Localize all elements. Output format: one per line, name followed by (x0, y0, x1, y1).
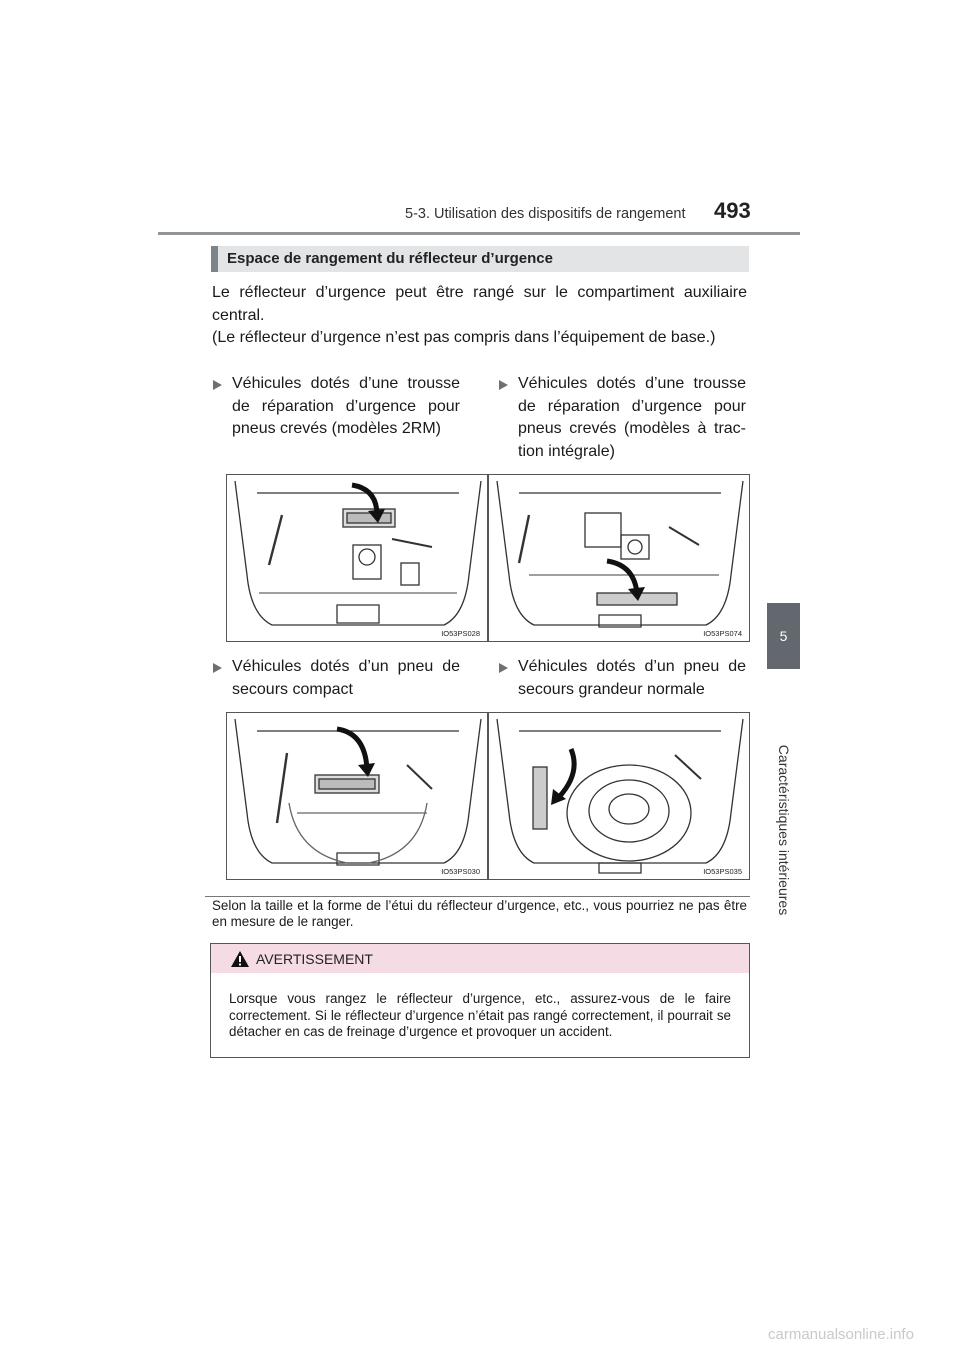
storage-note: Selon la taille et la forme de l’étui du réflecteur d’urgence, etc., vous pourriez ne pas être en mesure de le ranger. (212, 898, 747, 929)
arrow-icon (559, 749, 574, 797)
arrow-icon (607, 561, 637, 593)
header-rule (158, 232, 800, 235)
variant-label-3: Véhicules dotés d’un pneu de secours compact (212, 656, 460, 701)
triangle-right-icon (213, 663, 222, 673)
watermark: carmanualsonline.info (768, 1326, 914, 1343)
triangle-right-icon (499, 663, 508, 673)
triangle-right-icon (499, 380, 508, 390)
warning-title: AVERTISSEMENT (256, 951, 373, 967)
cargo-illustration (227, 713, 489, 889)
arrow-icon (337, 729, 367, 769)
figure-code: IO53PS028 (441, 629, 480, 638)
running-header-section: 5-3. Utilisation des dispositifs de rangement (405, 206, 686, 222)
note-rule (205, 896, 750, 897)
section-heading: Espace de rangement du réflecteur d’urgence (211, 246, 749, 272)
warning-text: Lorsque vous rangez le réflecteur d’urgence, etc., assurez-vous de le faire correctement. Si le réflecteur d’urgence n’était pas rangé correctement, il pourrait se détacher en cas de freinage d’urgence et provoquer un accident. (229, 991, 731, 1039)
chapter-tab (767, 603, 800, 669)
variant-label-2: Véhicules dotés d’une trousse de réparation d’urgence pour pneus crevés (modèles à trac-tion intégrale) (498, 373, 746, 463)
figure-compact-spare (226, 712, 488, 880)
warning-header (211, 944, 749, 973)
warning-triangle-icon (230, 950, 250, 968)
page-number: 493 (714, 198, 751, 223)
variant-label-4: Véhicules dotés d’un pneu de secours grandeur normale (498, 656, 746, 701)
cargo-illustration (489, 475, 751, 643)
figure-full-size-spare (488, 712, 750, 880)
intro-paragraph (212, 282, 747, 350)
variant-label-1: Véhicules dotés d’une trousse de réparation d’urgence pour pneus crevés (modèles 2RM) (212, 373, 460, 441)
intro-text: Le réflecteur d’urgence peut être rangé sur le compartiment auxiliaire central. (Le réflecteur d’urgence n’est pas compris dans l’équipement de base.) (212, 284, 747, 346)
figure-code: IO53PS074 (703, 629, 742, 638)
chapter-number: 5 (779, 628, 788, 644)
cargo-illustration (227, 475, 489, 643)
figure-code: IO53PS030 (441, 867, 480, 876)
figure-awd-repair-kit (488, 474, 750, 642)
figure-code: IO53PS035 (703, 867, 742, 876)
triangle-right-icon (213, 380, 222, 390)
warning-box (210, 943, 750, 1058)
cargo-illustration (489, 713, 751, 889)
chapter-title: Caractéristiques intérieures (776, 744, 792, 916)
figure-2wd-repair-kit (226, 474, 488, 642)
